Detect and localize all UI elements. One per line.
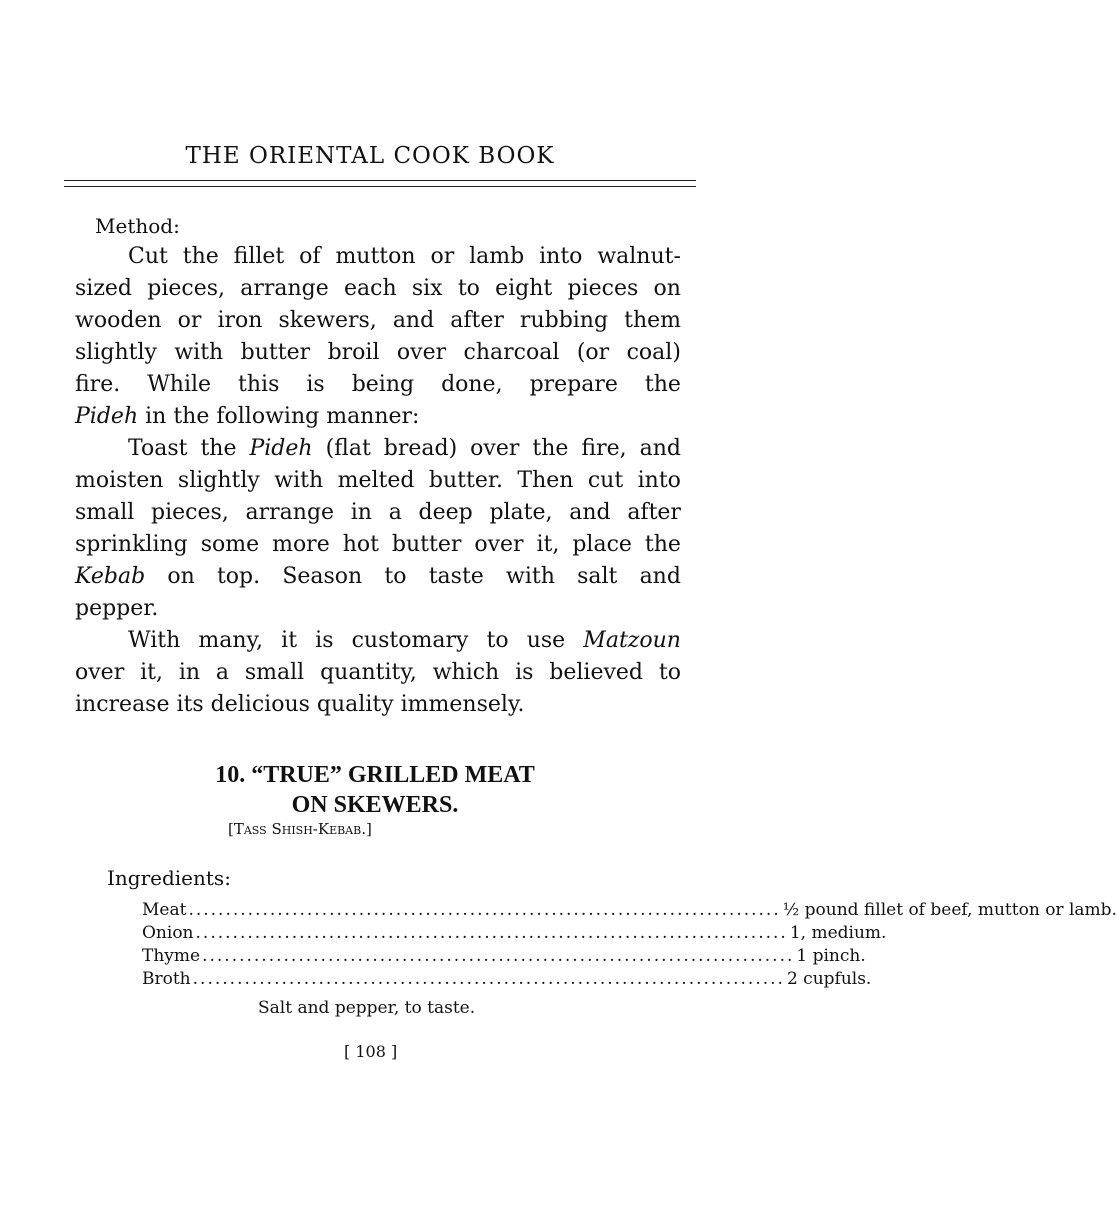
word: the	[200, 436, 237, 461]
word: it,	[140, 660, 163, 685]
text-line	[75, 372, 681, 397]
text-line	[128, 244, 681, 269]
text-line	[75, 500, 681, 525]
word: and	[639, 564, 681, 589]
word: after	[627, 500, 681, 525]
word: or	[430, 244, 455, 269]
word: it	[281, 628, 298, 653]
word: iron	[217, 308, 263, 333]
word: prepare	[529, 372, 618, 397]
word: to	[457, 276, 480, 301]
word: fire,	[581, 436, 627, 461]
ingredient-row	[142, 969, 872, 989]
word: the	[532, 436, 569, 461]
word: manner:	[326, 404, 420, 429]
word: arrange	[240, 276, 329, 301]
word: cut	[587, 468, 624, 493]
word: sized	[75, 276, 133, 301]
ingredient-amount: ½ pound fillet of beef, mutton or lamb.	[782, 900, 1117, 920]
word: quality	[316, 692, 394, 717]
word: walnut-	[597, 244, 681, 269]
page-number: [ 108 ]	[344, 1042, 398, 1061]
word: (or	[576, 340, 610, 365]
word: over	[470, 436, 520, 461]
word: to	[658, 660, 681, 685]
seasoning-note: Salt and pepper, to taste.	[258, 998, 476, 1018]
text-line	[75, 660, 681, 685]
word: six	[411, 276, 443, 301]
method-label: Method:	[95, 214, 180, 238]
word: is	[515, 660, 534, 685]
recipe-heading-line: 10. “TRUE” GRILLED MEAT	[215, 762, 535, 788]
word: done,	[441, 372, 503, 397]
italic-term: Pideh	[249, 436, 313, 461]
word: Cut	[128, 244, 168, 269]
word: mutton	[335, 244, 416, 269]
ingredients-label: Ingredients:	[107, 866, 231, 890]
word: being	[351, 372, 415, 397]
word: taste	[428, 564, 484, 589]
word: the	[644, 532, 681, 557]
text-line	[75, 340, 681, 365]
italic-term: Kebab	[75, 564, 146, 589]
word: immensely.	[400, 692, 525, 717]
word: following	[216, 404, 320, 429]
header-rule	[64, 180, 696, 181]
word: delicious	[210, 692, 310, 717]
text-line	[75, 404, 681, 429]
ingredient-amount: 1 pinch.	[796, 946, 866, 966]
word: Then	[517, 468, 574, 493]
word: pieces,	[151, 500, 229, 525]
word: melted	[337, 468, 415, 493]
word: over	[474, 532, 524, 557]
word: after	[450, 308, 504, 333]
word: each	[344, 276, 397, 301]
recipe-subtitle: [Tass Shish-Kebab.]	[228, 820, 372, 838]
word: lamb	[469, 244, 525, 269]
word: slightly	[177, 468, 260, 493]
word: of	[299, 244, 321, 269]
word: butter.	[428, 468, 503, 493]
word: bread)	[383, 436, 458, 461]
word: moisten	[75, 468, 164, 493]
leader-dots: ................................................................................	[202, 946, 795, 966]
leader-dots: ................................................................................	[195, 923, 788, 943]
word: the	[173, 404, 210, 429]
word: broil	[327, 340, 380, 365]
word: the	[182, 244, 219, 269]
word: it,	[536, 532, 560, 557]
italic-term: Matzoun	[583, 628, 681, 653]
word: with	[174, 340, 224, 365]
word: in	[178, 660, 201, 685]
text-line	[75, 596, 681, 621]
word: use	[526, 628, 566, 653]
word: arrange	[245, 500, 335, 525]
word: and	[639, 436, 681, 461]
word: fire.	[75, 372, 121, 397]
text-line	[75, 564, 681, 589]
word: to	[486, 628, 509, 653]
word: some	[200, 532, 260, 557]
word: With	[128, 628, 181, 653]
text-line	[75, 692, 681, 717]
word: rubbing	[519, 308, 609, 333]
text-line	[75, 468, 681, 493]
text-line	[75, 532, 681, 557]
word: which	[432, 660, 500, 685]
ingredient-row	[142, 946, 866, 966]
word: a	[388, 500, 402, 525]
word: While	[147, 372, 212, 397]
word: on	[167, 564, 195, 589]
word: the	[644, 372, 681, 397]
word: pieces	[567, 276, 639, 301]
word: slightly	[75, 340, 157, 365]
word: Toast	[128, 436, 188, 461]
ingredient-name: Meat	[142, 900, 187, 920]
word: is	[306, 372, 325, 397]
word: (flat	[325, 436, 371, 461]
word: place	[572, 532, 632, 557]
text-line	[128, 436, 681, 461]
word: with	[274, 468, 324, 493]
text-line	[75, 276, 681, 301]
word: small	[75, 500, 135, 525]
ingredient-amount: 2 cupfuls.	[786, 969, 872, 989]
word: charcoal	[463, 340, 560, 365]
word: plate,	[489, 500, 553, 525]
word: increase	[75, 692, 170, 717]
word: butter	[391, 532, 462, 557]
italic-term: Pideh	[75, 404, 139, 429]
word: coal)	[626, 340, 681, 365]
word: them	[624, 308, 681, 333]
recipe-heading	[160, 760, 590, 820]
ingredient-name: Onion	[142, 923, 194, 943]
word: to	[384, 564, 407, 589]
word: a	[215, 660, 230, 685]
text-line	[128, 628, 681, 653]
header-rule	[64, 186, 696, 187]
word: over	[396, 340, 447, 365]
word: salt	[577, 564, 618, 589]
word: this	[238, 372, 280, 397]
word: customary	[351, 628, 469, 653]
ingredient-amount: 1, medium.	[789, 923, 887, 943]
word: on	[653, 276, 681, 301]
leader-dots: ................................................................................	[192, 969, 785, 989]
ingredient-name: Broth	[142, 969, 191, 989]
word: butter	[240, 340, 311, 365]
word: with	[506, 564, 555, 589]
recipe-heading-line: ON SKEWERS.	[291, 792, 459, 818]
word: into	[637, 468, 681, 493]
word: Season	[282, 564, 363, 589]
word: many,	[198, 628, 264, 653]
word: or	[177, 308, 202, 333]
word: wooden	[75, 308, 162, 333]
word: pieces,	[147, 276, 226, 301]
ingredient-row	[142, 923, 887, 943]
word: and	[569, 500, 611, 525]
word: skewers,	[278, 308, 377, 333]
leader-dots: ................................................................................	[188, 900, 781, 920]
ingredient-name: Thyme	[142, 946, 201, 966]
word: in	[145, 404, 167, 429]
word: sprinkling	[75, 532, 188, 557]
word: its	[176, 692, 204, 717]
ingredient-row	[142, 900, 1117, 920]
word: into	[539, 244, 583, 269]
word: in	[350, 500, 372, 525]
word: top.	[216, 564, 261, 589]
word: small	[244, 660, 305, 685]
word: fillet	[233, 244, 285, 269]
text-line	[75, 308, 681, 333]
word: believed	[549, 660, 644, 685]
word: quantity,	[320, 660, 417, 685]
word: over	[75, 660, 125, 685]
word: hot	[342, 532, 379, 557]
word: and	[392, 308, 435, 333]
word: eight	[495, 276, 553, 301]
running-head: THE ORIENTAL COOK BOOK	[185, 143, 555, 169]
word: deep	[418, 500, 473, 525]
word: is	[315, 628, 334, 653]
word: more	[272, 532, 330, 557]
word: pepper.	[75, 596, 159, 621]
